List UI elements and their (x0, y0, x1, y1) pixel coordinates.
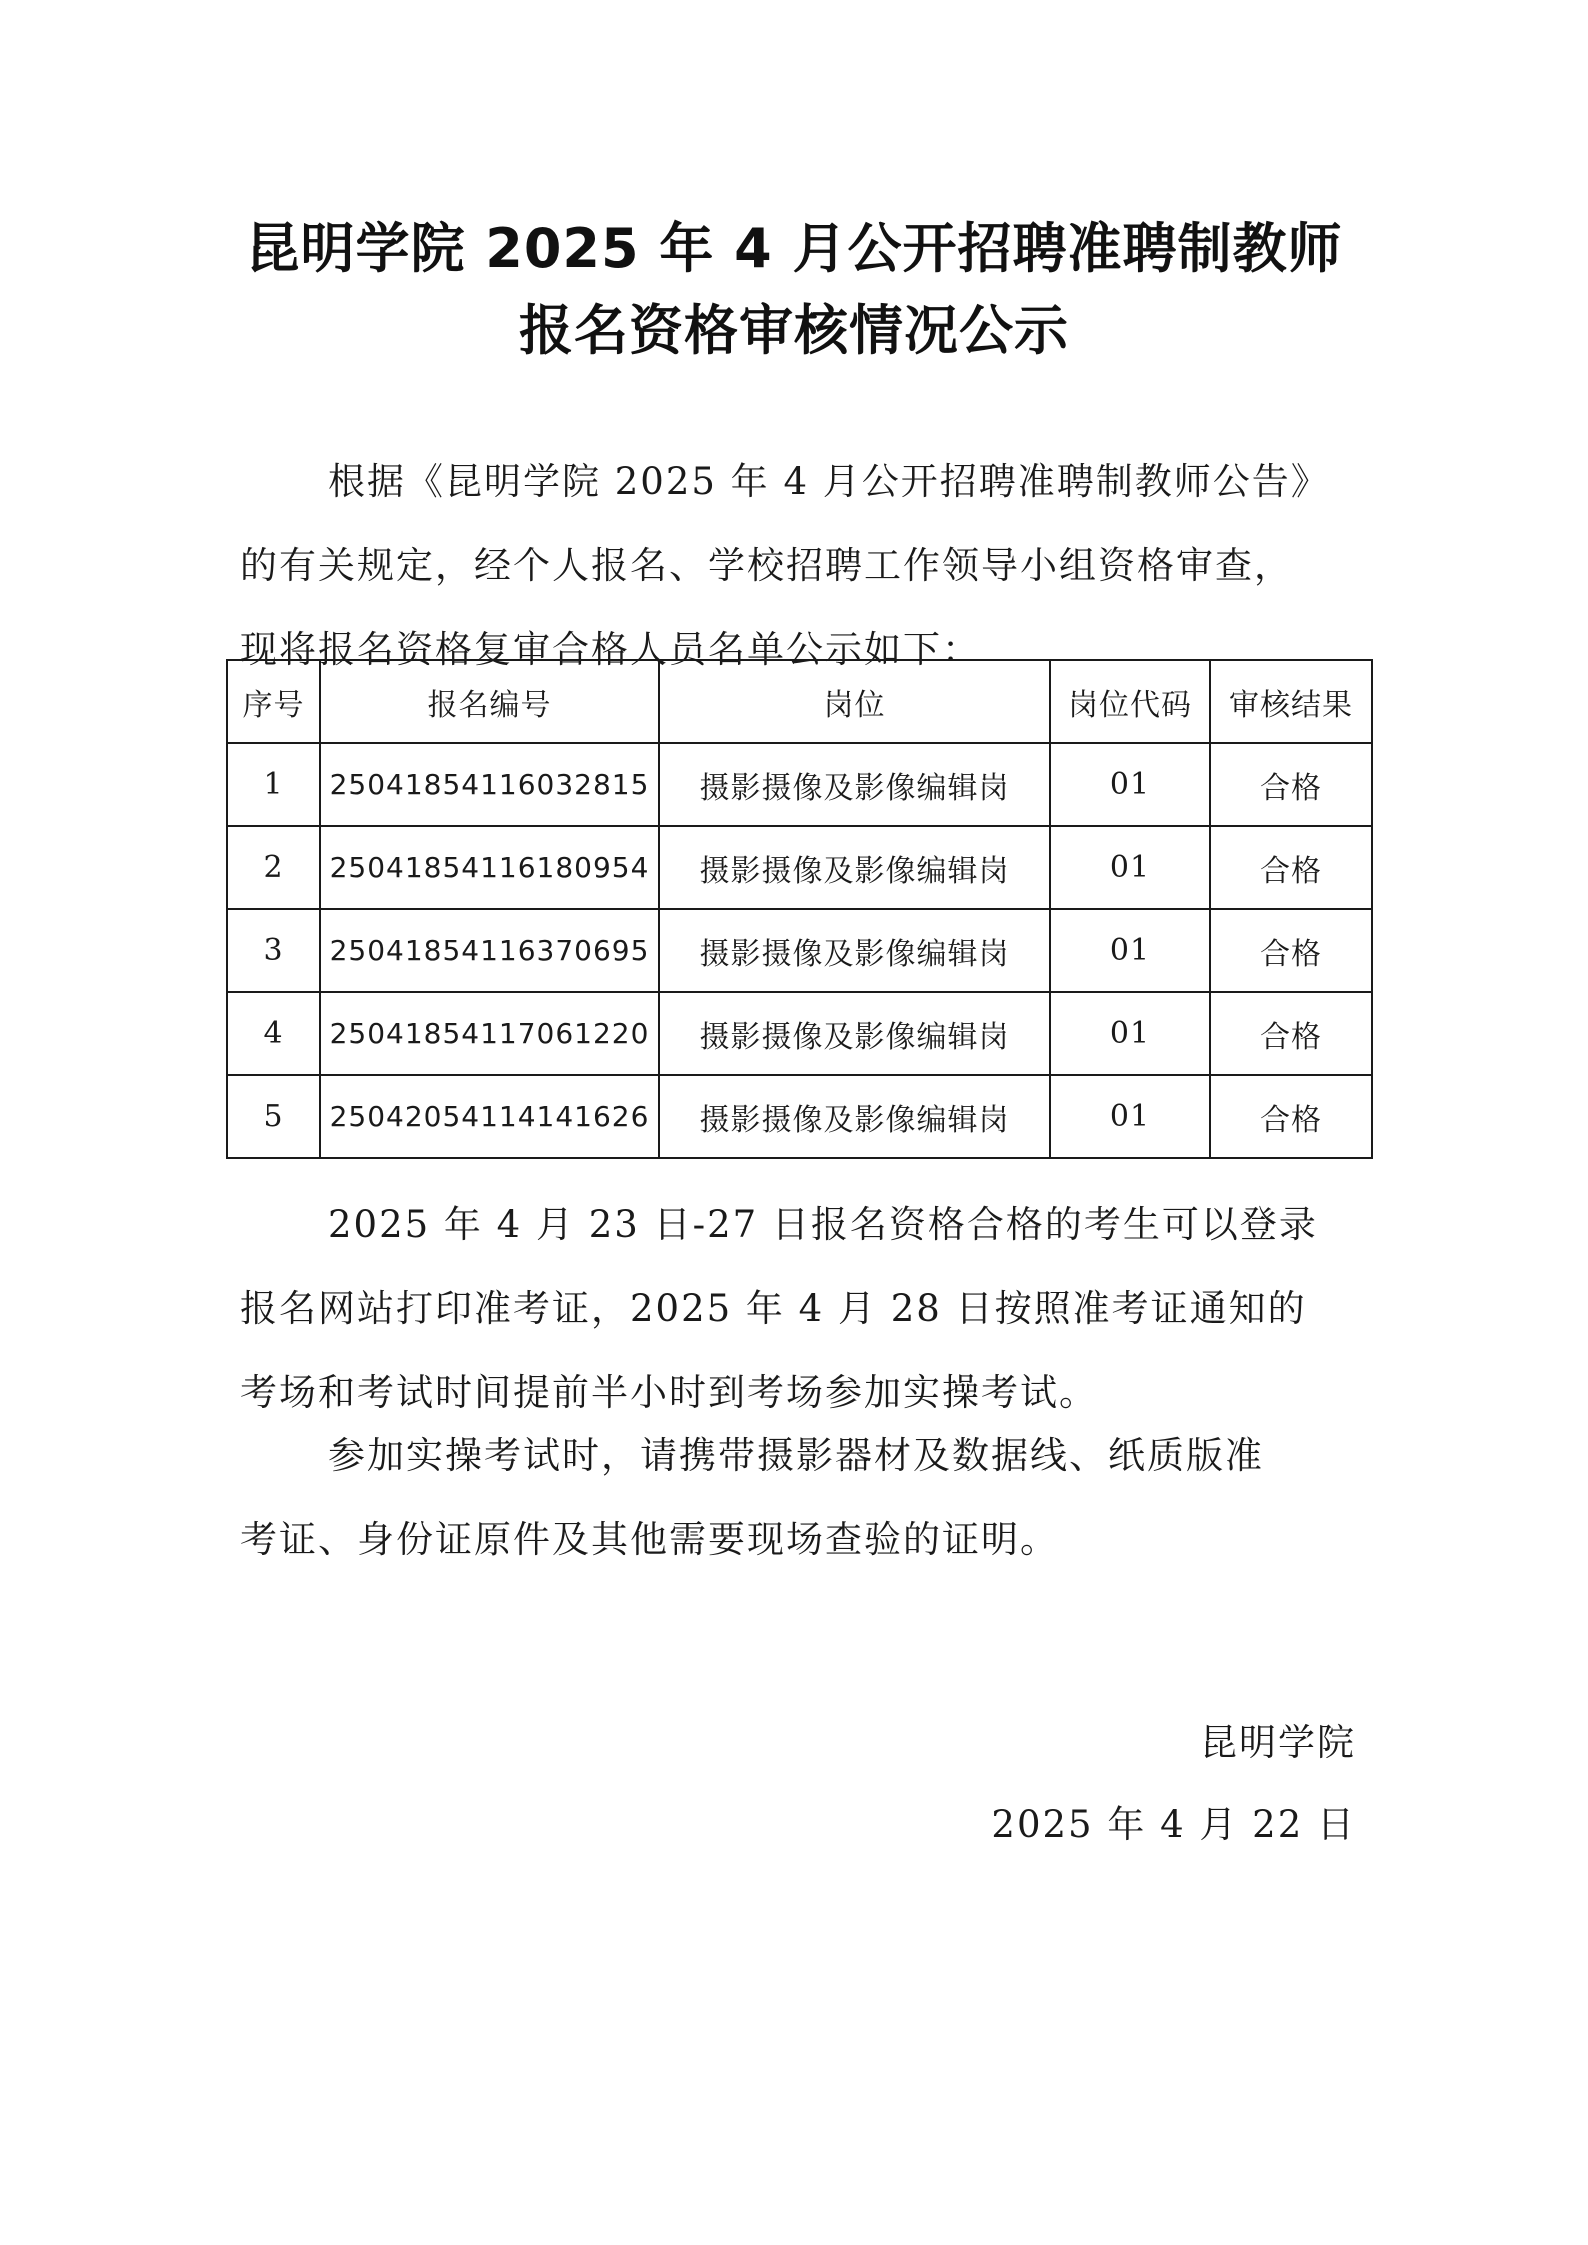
requirements-line-2: 考证、身份证原件及其他需要现场查验的证明。 (240, 1518, 1059, 1561)
document-title-line-1: 昆明学院 2025 年 4 月公开招聘准聘制教师 (245, 217, 1343, 280)
cell-registration-number: 25041854116032815 (320, 743, 659, 826)
cell-registration-number: 25041854116180954 (320, 826, 659, 909)
intro-paragraph (240, 440, 1360, 692)
cell-review-result: 合格 (1210, 826, 1372, 909)
table-row (227, 992, 1372, 1075)
intro-line-3: 现将报名资格复审合格人员名单公示如下： (240, 628, 981, 671)
cell-registration-number: 25041854116370695 (320, 909, 659, 992)
cell-position-code: 01 (1050, 909, 1210, 992)
table-row (227, 743, 1372, 826)
notice-line-3: 考场和考试时间提前半小时到考场参加实操考试。 (240, 1371, 1098, 1414)
cell-position-code: 01 (1050, 743, 1210, 826)
cell-position: 摄影摄像及影像编辑岗 (659, 1075, 1050, 1158)
intro-line-1: 根据《昆明学院 2025 年 4 月公开招聘准聘制教师公告》 (328, 460, 1330, 503)
cell-review-result: 合格 (1210, 743, 1372, 826)
header-position-code: 岗位代码 (1050, 660, 1210, 743)
cell-position-code: 01 (1050, 1075, 1210, 1158)
requirements-paragraph (240, 1414, 1360, 1582)
cell-index: 1 (227, 743, 320, 826)
qualification-results-table (226, 659, 1373, 1159)
cell-index: 5 (227, 1075, 320, 1158)
signature-organization: 昆明学院 (1200, 1721, 1356, 1764)
cell-index: 4 (227, 992, 320, 1075)
header-index: 序号 (227, 660, 320, 743)
cell-registration-number: 25041854117061220 (320, 992, 659, 1075)
header-position: 岗位 (659, 660, 1050, 743)
header-registration-number: 报名编号 (320, 660, 659, 743)
signature-date: 2025 年 4 月 22 日 (991, 1803, 1356, 1846)
header-review-result: 审核结果 (1210, 660, 1372, 743)
notice-line-2: 报名网站打印准考证，2025 年 4 月 28 日按照准考证通知的 (240, 1287, 1307, 1330)
table-row (227, 909, 1372, 992)
document-title-line-2: 报名资格审核情况公示 (519, 299, 1069, 362)
cell-position: 摄影摄像及影像编辑岗 (659, 909, 1050, 992)
table-row (227, 1075, 1372, 1158)
cell-position-code: 01 (1050, 826, 1210, 909)
notice-line-1: 2025 年 4 月 23 日-27 日报名资格合格的考生可以登录 (328, 1203, 1318, 1246)
cell-position: 摄影摄像及影像编辑岗 (659, 992, 1050, 1075)
cell-review-result: 合格 (1210, 992, 1372, 1075)
cell-index: 3 (227, 909, 320, 992)
cell-position: 摄影摄像及影像编辑岗 (659, 743, 1050, 826)
intro-line-2: 的有关规定，经个人报名、学校招聘工作领导小组资格审查， (240, 544, 1293, 587)
cell-position: 摄影摄像及影像编辑岗 (659, 826, 1050, 909)
table-header-row (227, 660, 1372, 743)
cell-review-result: 合格 (1210, 1075, 1372, 1158)
requirements-line-1: 参加实操考试时，请携带摄影器材及数据线、纸质版准 (328, 1434, 1264, 1477)
cell-registration-number: 25042054114141626 (320, 1075, 659, 1158)
table-row (227, 826, 1372, 909)
cell-review-result: 合格 (1210, 909, 1372, 992)
cell-index: 2 (227, 826, 320, 909)
cell-position-code: 01 (1050, 992, 1210, 1075)
notice-paragraph (240, 1183, 1360, 1435)
